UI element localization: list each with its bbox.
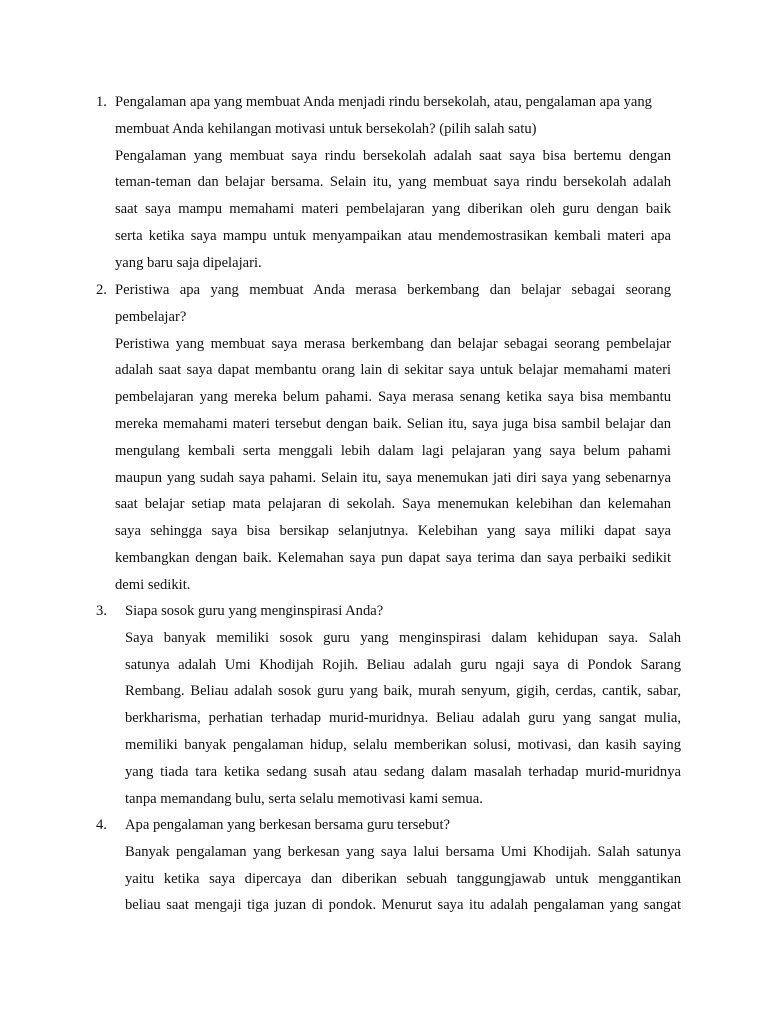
answer-line: adalah saat saya dapat membantu orang lain di sekitar saya untuk belajar memahami materi <box>115 362 671 379</box>
question-line: pembelajar? <box>115 308 187 325</box>
item-content <box>125 598 681 812</box>
answer-line: berkharisma, perhatian terhadap murid-muridnya. Beliau adalah guru yang sangat mulia, <box>125 710 681 727</box>
answer-line: pembelajaran yang mereka belum pahami. Saya merasa senang ketika saya bisa membantu <box>115 389 671 406</box>
item-content <box>115 277 671 599</box>
answer-line: kembangkan dengan baik. Kelemahan saya pun dapat saya terima dan saya perbaiki sedikit <box>115 549 671 566</box>
answer-line: Banyak pengalaman yang berkesan yang saya lalui bersama Umi Khodijah. Salah satunya <box>125 843 681 860</box>
answer-line: yang tiada tara ketika sedang susah atau sedang dalam masalah terhadap murid-muridnya <box>125 763 681 780</box>
answer-line: Pengalaman yang membuat saya rindu bersekolah adalah saat saya bisa bertemu dengan <box>115 147 671 164</box>
answer-line: mengulang kembali serta menggali lebih dalam lagi pelajaran yang saya belum pahami <box>115 442 671 459</box>
answer-line: saya sehingga saya bisa bersikap selanjutnya. Kelebihan yang saya miliki dapat saya <box>115 523 671 540</box>
question-line: Apa pengalaman yang berkesan bersama guru tersebut? <box>125 817 450 833</box>
answer-line: memiliki banyak pengalaman hidup, selalu memberikan solusi, motivasi, dan kasih saying <box>125 736 681 753</box>
answer-line: serta ketika saya mampu untuk menyampaikan atau mendemostrasikan kembali materi apa <box>115 227 671 244</box>
item-content <box>125 812 681 919</box>
answer-line: teman-teman dan belajar bersama. Selain itu, yang membuat saya rindu bersekolah adalah <box>115 174 671 191</box>
answer-line: saat belajar setiap mata pelajaran di sekolah. Saya menemukan kelebihan dan kelemahan <box>115 496 671 513</box>
question-line: Pengalaman apa yang membuat Anda menjadi rindu bersekolah, atau, pengalaman apa yang <box>115 94 652 110</box>
answer-line: Saya banyak memiliki sosok guru yang menginspirasi dalam kehidupan saya. Salah <box>125 629 681 646</box>
answer-line: tanpa memandang bulu, serta selalu memotivasi kami semua. <box>125 790 483 807</box>
answer-line: maupun yang sudah saya pahami. Selain itu, saya menemukan jati diri saya yang sebenarnya <box>115 469 671 486</box>
answer-line: mereka memahami materi tersebut dengan baik. Selian itu, saya juga bisa sambil belajar dan <box>115 415 671 432</box>
answer-line: beliau saat mengaji tiga juzan di pondok. Menurut saya itu adalah pengalaman yang sangat <box>125 897 681 914</box>
answer-line: demi sedikit. <box>115 576 191 593</box>
item-number: 1. <box>96 94 107 110</box>
answer-line: yaitu ketika saya dipercaya dan diberikan sebuah tanggungjawab untuk menggantikan <box>125 870 681 887</box>
answer-line: yang baru saja dipelajari. <box>115 254 262 271</box>
question-line: Siapa sosok guru yang menginspirasi Anda? <box>125 603 384 619</box>
question-line: membuat Anda kehilangan motivasi untuk bersekolah? (pilih salah satu) <box>115 120 537 137</box>
question-line: Peristiwa apa yang membuat Anda merasa berkembang dan belajar sebagai seorang <box>115 282 671 298</box>
item-number: 2. <box>96 282 107 298</box>
answer-line: saat saya mampu memahami materi pembelajaran yang diberikan oleh guru dengan baik <box>115 201 671 218</box>
item-number: 4. <box>96 817 107 833</box>
item-content <box>115 89 671 277</box>
answer-line: Peristiwa yang membuat saya merasa berkembang dan belajar sebagai seorang pembelajar <box>115 335 671 352</box>
item-number: 3. <box>96 603 107 619</box>
answer-line: Rembang. Beliau adalah sosok guru yang baik, murah senyum, gigih, cerdas, cantik, sabar, <box>125 683 681 700</box>
answer-line: satunya adalah Umi Khodijah Rojih. Beliau adalah guru ngaji saya di Pondok Sarang <box>125 656 681 673</box>
